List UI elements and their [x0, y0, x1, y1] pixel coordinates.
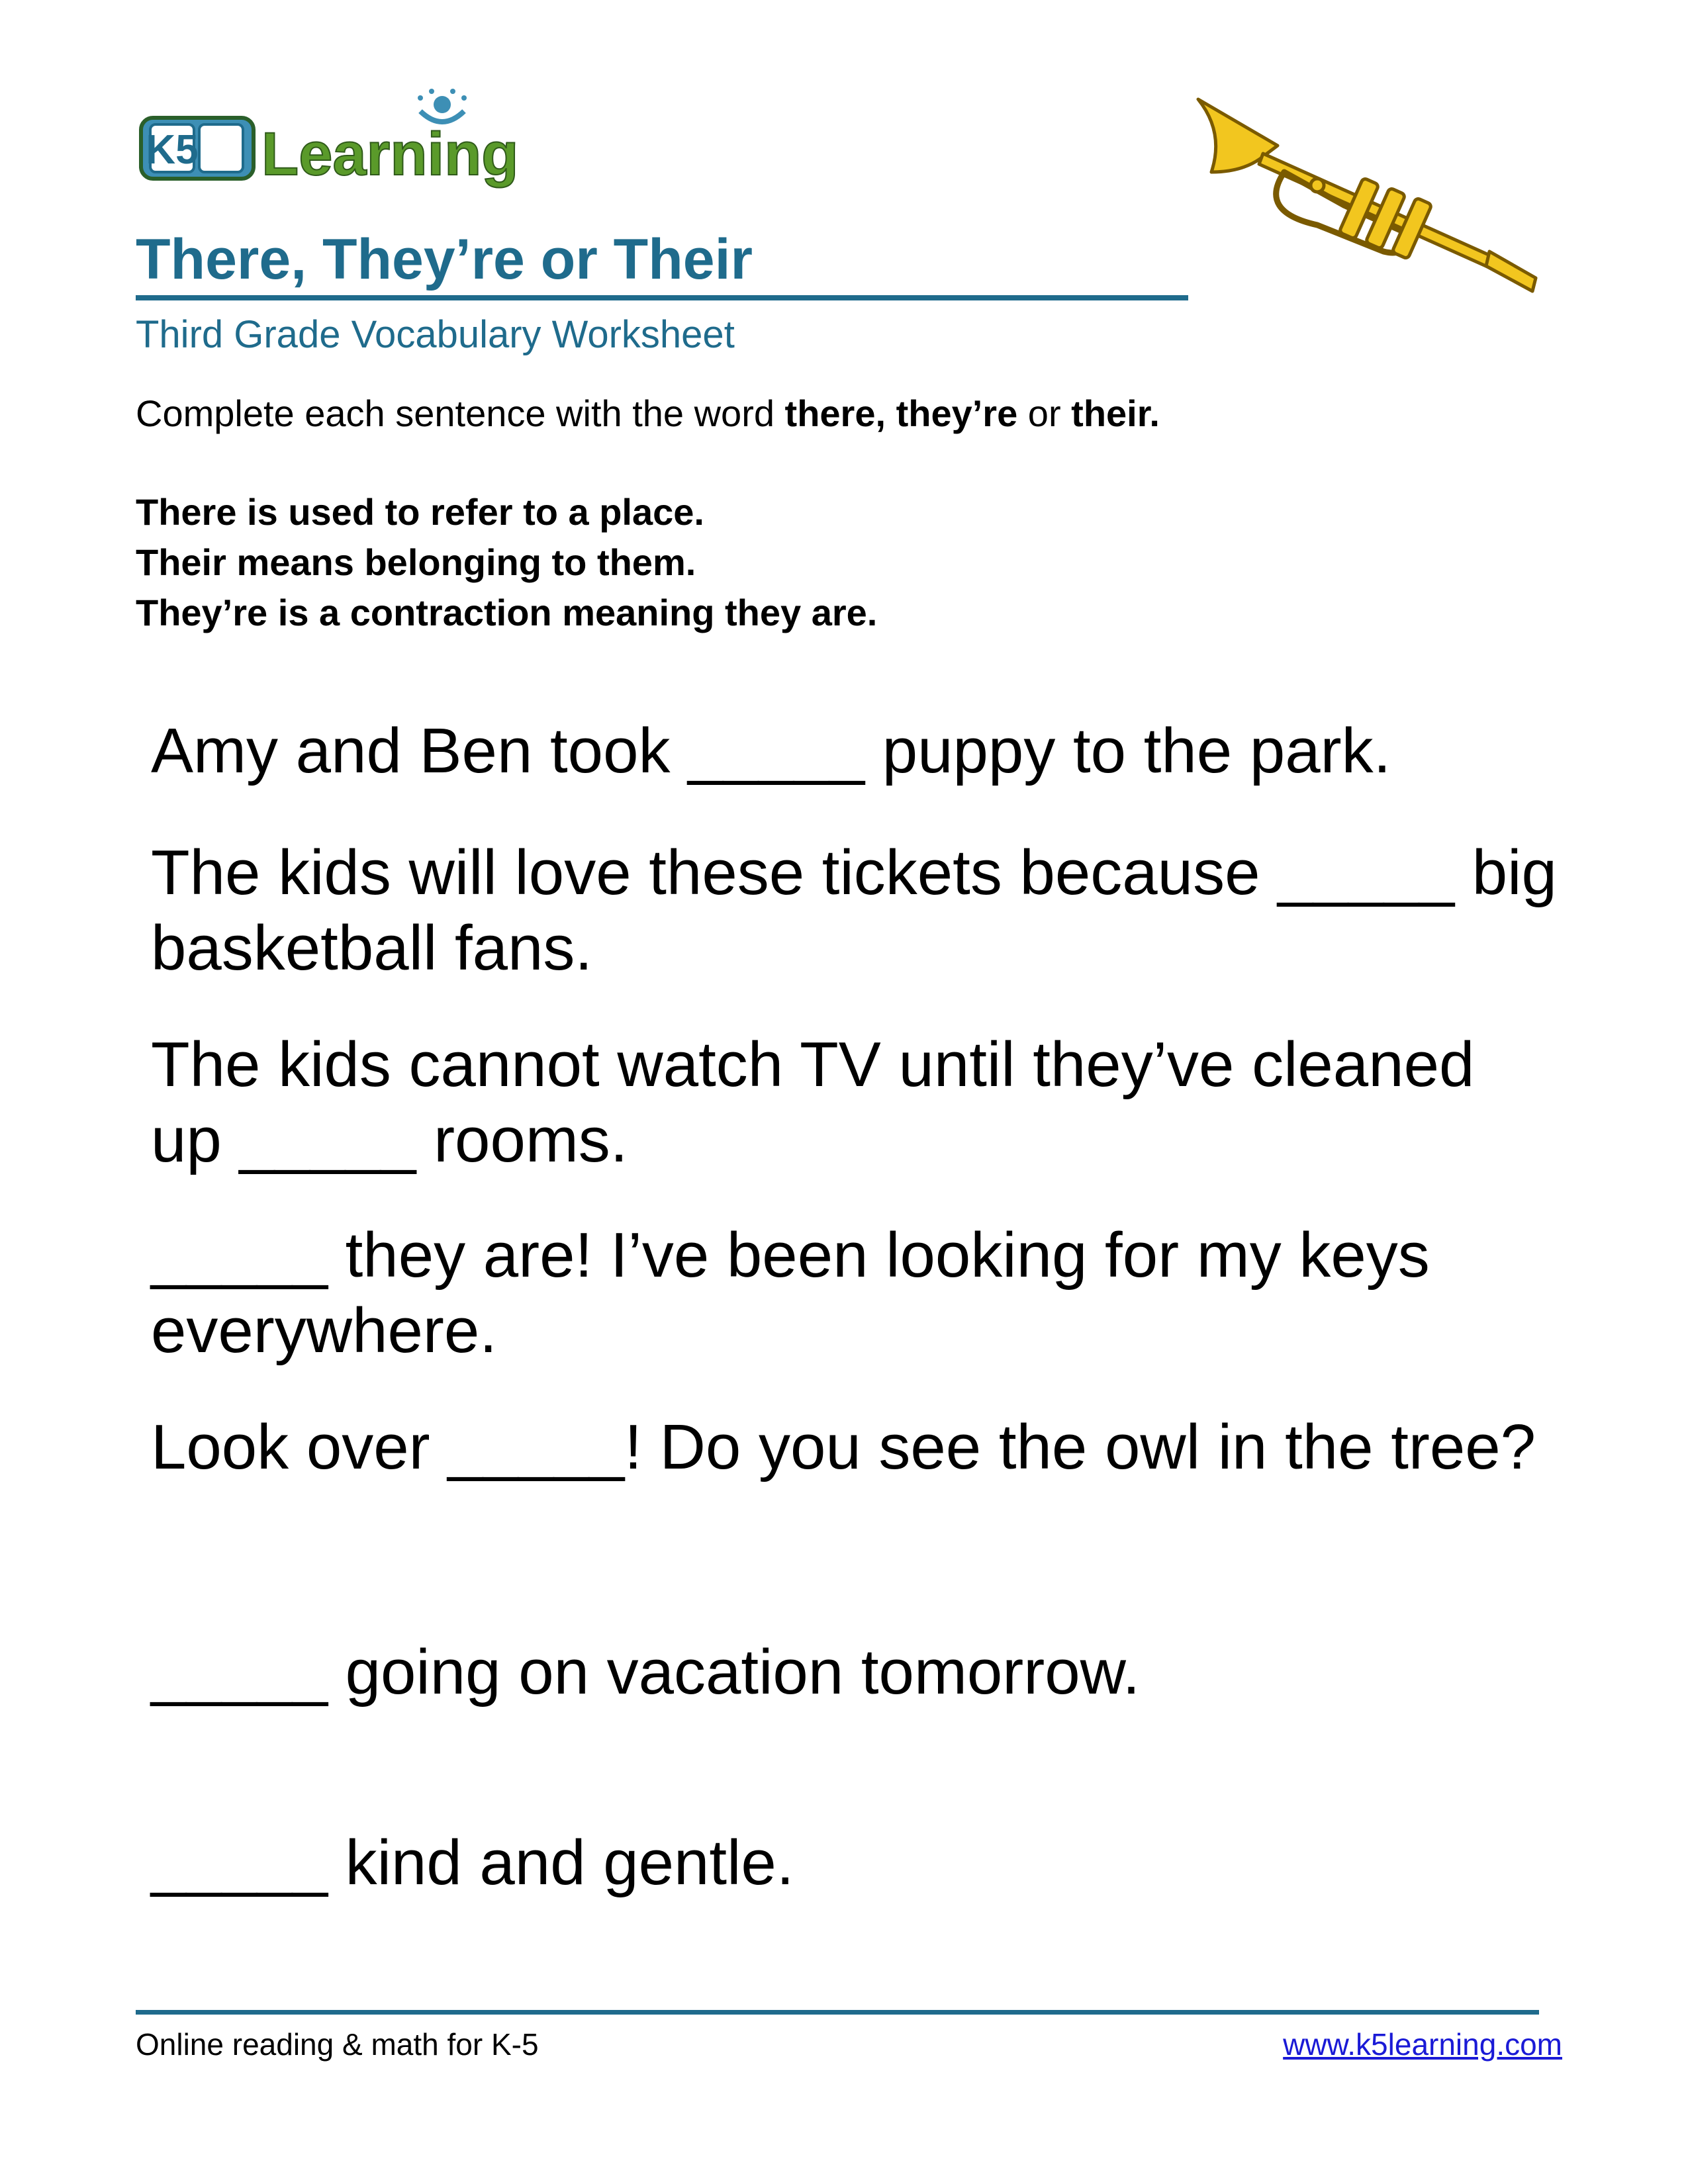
page-title: There, They’re or Their [136, 226, 1188, 300]
sentence-2: The kids will love these tickets because _____ big basketball fans. [151, 837, 1557, 983]
footer-link[interactable]: www.k5learning.com [1283, 2027, 1562, 2062]
instructions [136, 392, 1160, 435]
logo-person-icon [418, 89, 467, 122]
trumpet-icon [1185, 93, 1556, 318]
k5-learning-logo [136, 86, 546, 199]
usage-rules [136, 487, 877, 638]
instructions-prefix: Complete each sentence with the word [136, 392, 785, 434]
sentence-5: Look over _____! Do you see the owl in the tree? [151, 1412, 1536, 1482]
rule-there: There is used to refer to a place. [136, 491, 704, 533]
footer-divider [136, 2010, 1539, 2015]
page-subtitle: Third Grade Vocabulary Worksheet [136, 313, 735, 356]
rule-theyre: They’re is a contraction meaning they are. [136, 592, 878, 633]
sentence-4: _____ they are! I’ve been looking for my keys everywhere. [151, 1220, 1430, 1366]
instructions-last-word: their. [1071, 392, 1160, 434]
instructions-words: there, they’re [784, 392, 1018, 434]
logo-badge-k: K5 [146, 127, 199, 173]
sentence-3: The kids cannot watch TV until they’ve cleaned up _____ rooms. [151, 1029, 1475, 1175]
sentence-7: _____ kind and gentle. [151, 1827, 794, 1898]
sentence-6: _____ going on vacation tomorrow. [151, 1637, 1141, 1707]
sentence-1: Amy and Ben took _____ puppy to the park. [151, 715, 1391, 786]
rule-their: Their means belonging to them. [136, 541, 696, 583]
logo-word: Learning [261, 120, 519, 188]
footer-tagline: Online reading & math for K-5 [136, 2027, 539, 2062]
instructions-or: or [1017, 392, 1072, 434]
